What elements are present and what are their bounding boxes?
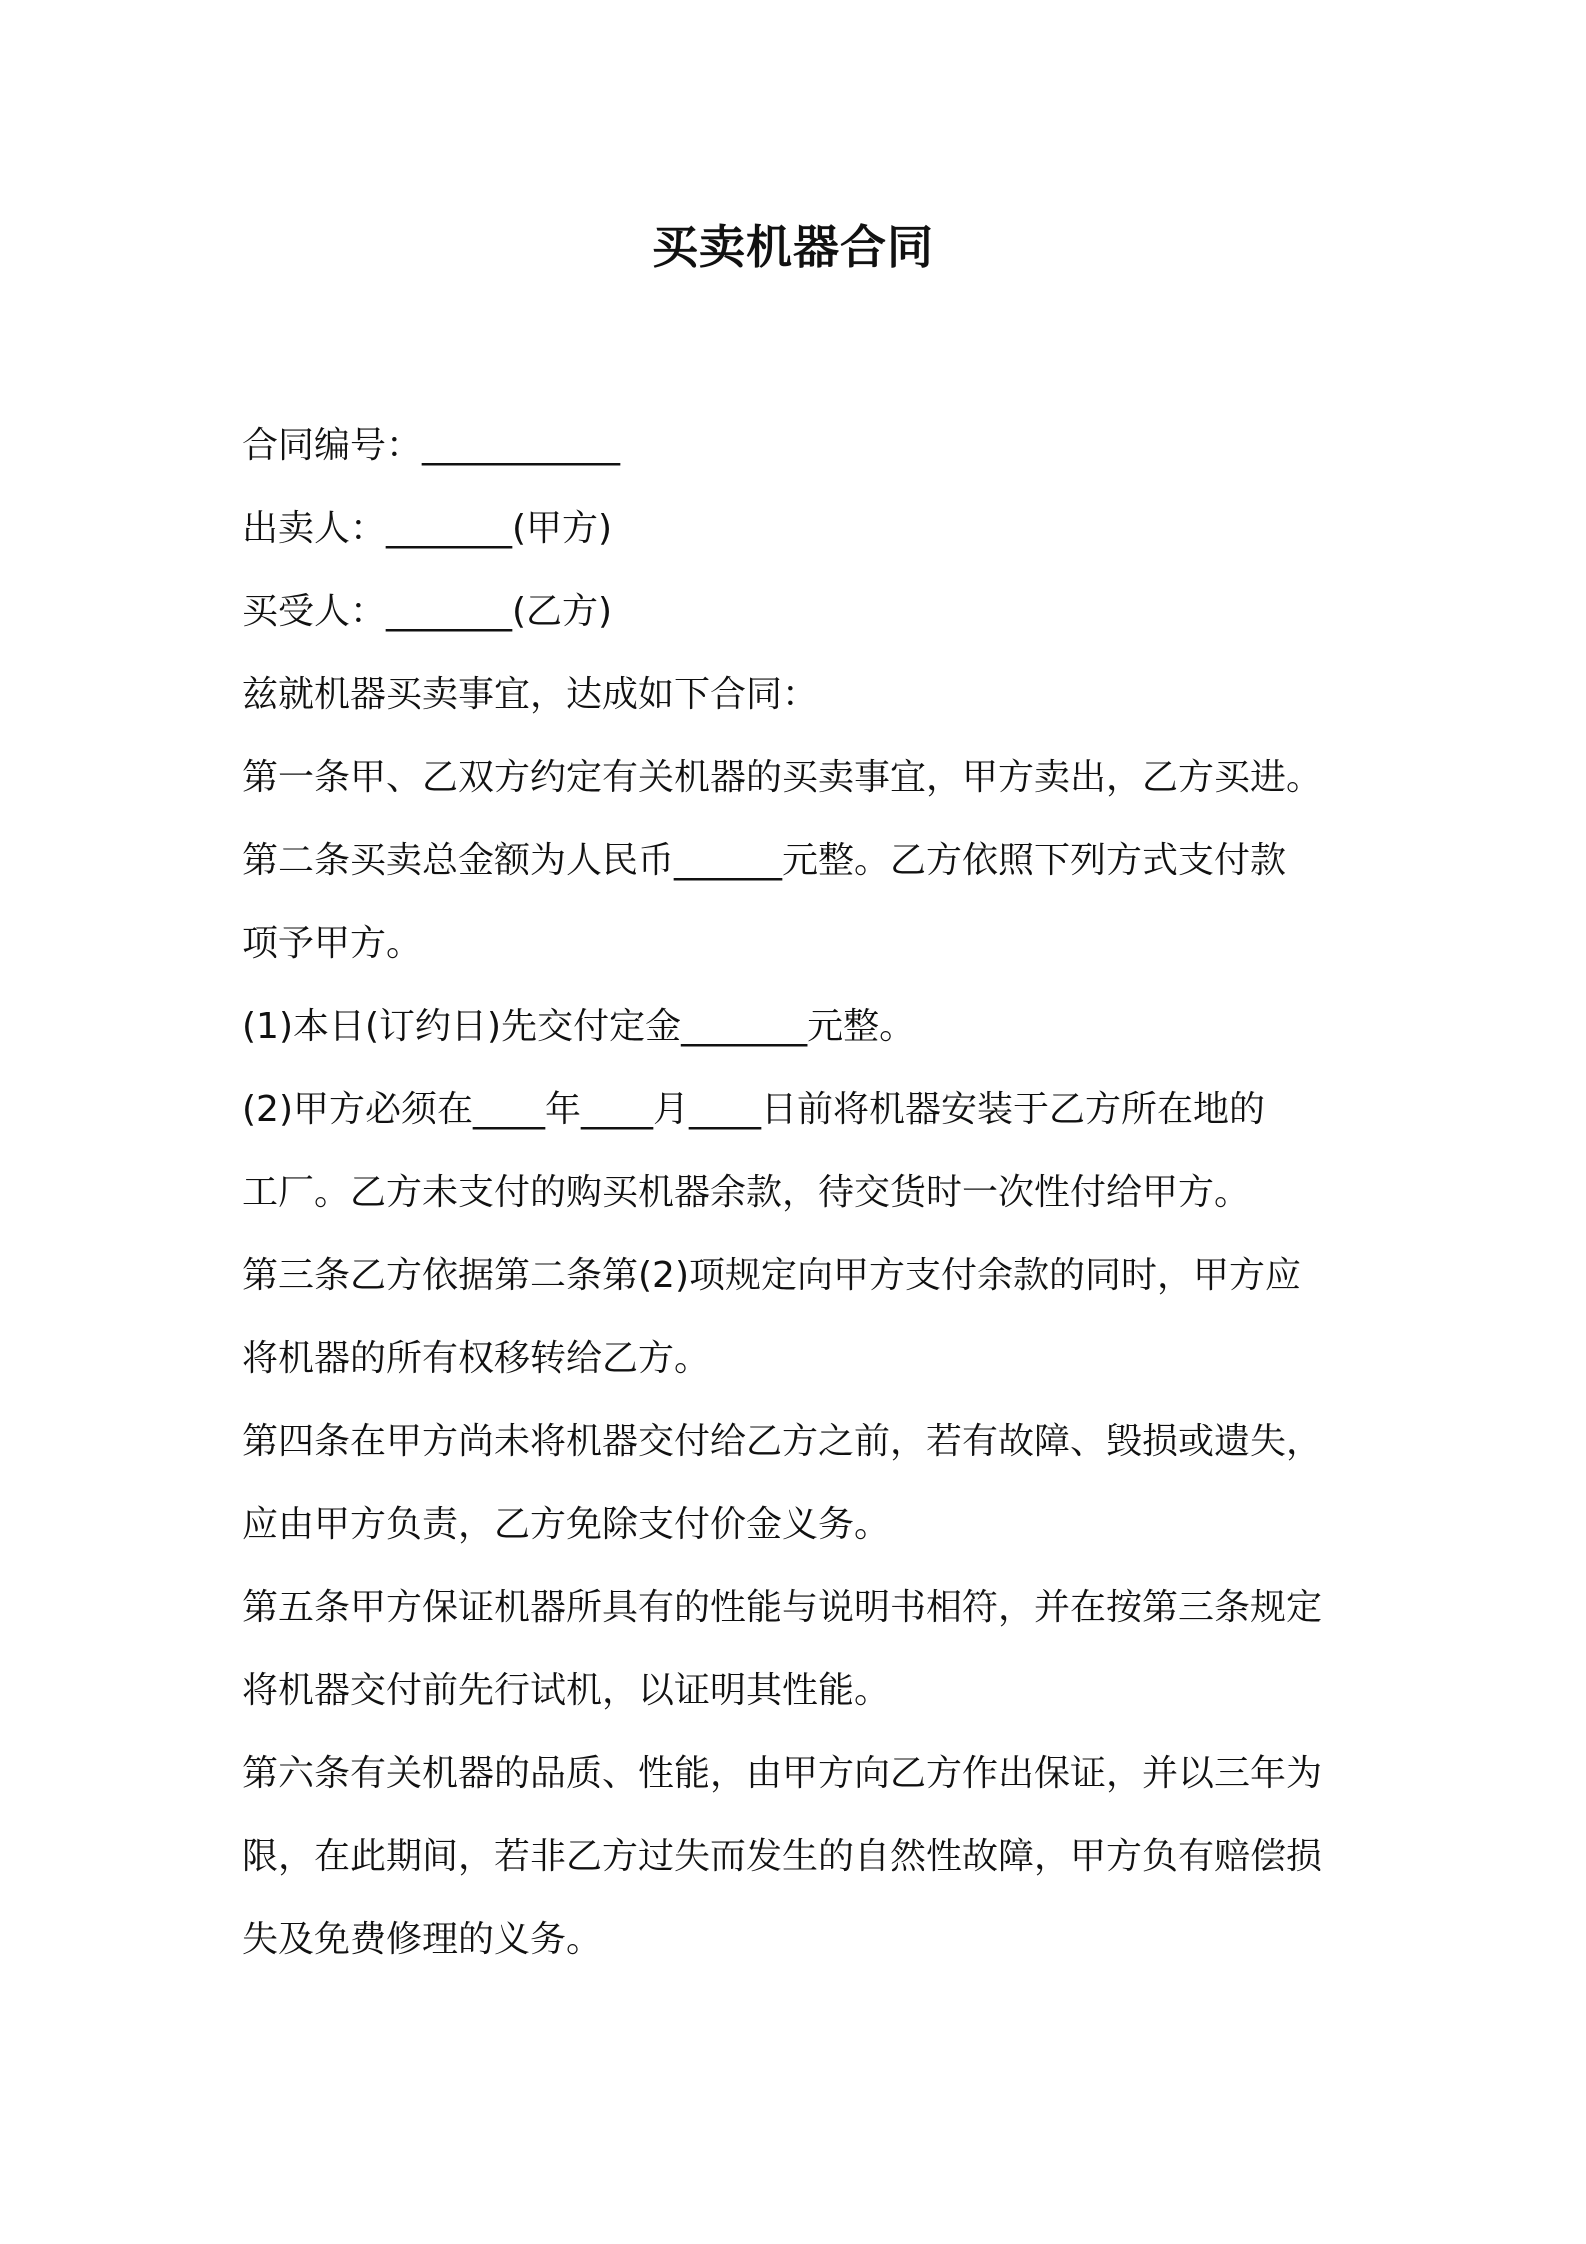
seller-line: 出卖人：_______(甲方) [242,508,613,549]
article-1-line: 第一条甲、乙双方约定有关机器的买卖事宜，甲方卖出，乙方买进。 [242,757,1323,798]
article-5-line-1: 第五条甲方保证机器所具有的性能与说明书相符，并在按第三条规定 [242,1587,1323,1628]
document-title: 买卖机器合同 [652,220,934,274]
article-2-item-1: (1)本日(订约日)先交付定金_______元整。 [242,1006,916,1047]
buyer-line: 买受人：_______(乙方) [242,591,613,632]
article-4-line-1: 第四条在甲方尚未将机器交付给乙方之前，若有故障、毁损或遗失， [242,1421,1323,1462]
contract-number-line: 合同编号：___________ [242,425,621,466]
contract-body [242,404,1362,1981]
article-2-item-2-line-2: 工厂。乙方未支付的购买机器余款，待交货时一次性付给甲方。 [242,1172,1251,1213]
article-6-line-3: 失及免费修理的义务。 [242,1919,603,1960]
article-6-line-1: 第六条有关机器的品质、性能，由甲方向乙方作出保证，并以三年为 [242,1753,1323,1794]
preamble-line: 兹就机器买卖事宜，达成如下合同： [242,674,819,715]
article-6-line-2: 限，在此期间，若非乙方过失而发生的自然性故障，甲方负有赔偿损 [242,1836,1323,1877]
article-4-line-2: 应由甲方负责，乙方免除支付价金义务。 [242,1504,891,1545]
article-2-line-1: 第二条买卖总金额为人民币______元整。乙方依照下列方式支付款 [242,840,1287,881]
article-5-line-2: 将机器交付前先行试机，以证明其性能。 [242,1670,891,1711]
article-2-line-2: 项予甲方。 [242,923,423,964]
article-3-line-1: 第三条乙方依据第二条第(2)项规定向甲方支付余款的同时，甲方应 [242,1255,1301,1296]
article-3-line-2: 将机器的所有权移转给乙方。 [242,1338,711,1379]
article-2-item-2-line-1: (2)甲方必须在____年____月____日前将机器安装于乙方所在地的 [242,1089,1265,1130]
